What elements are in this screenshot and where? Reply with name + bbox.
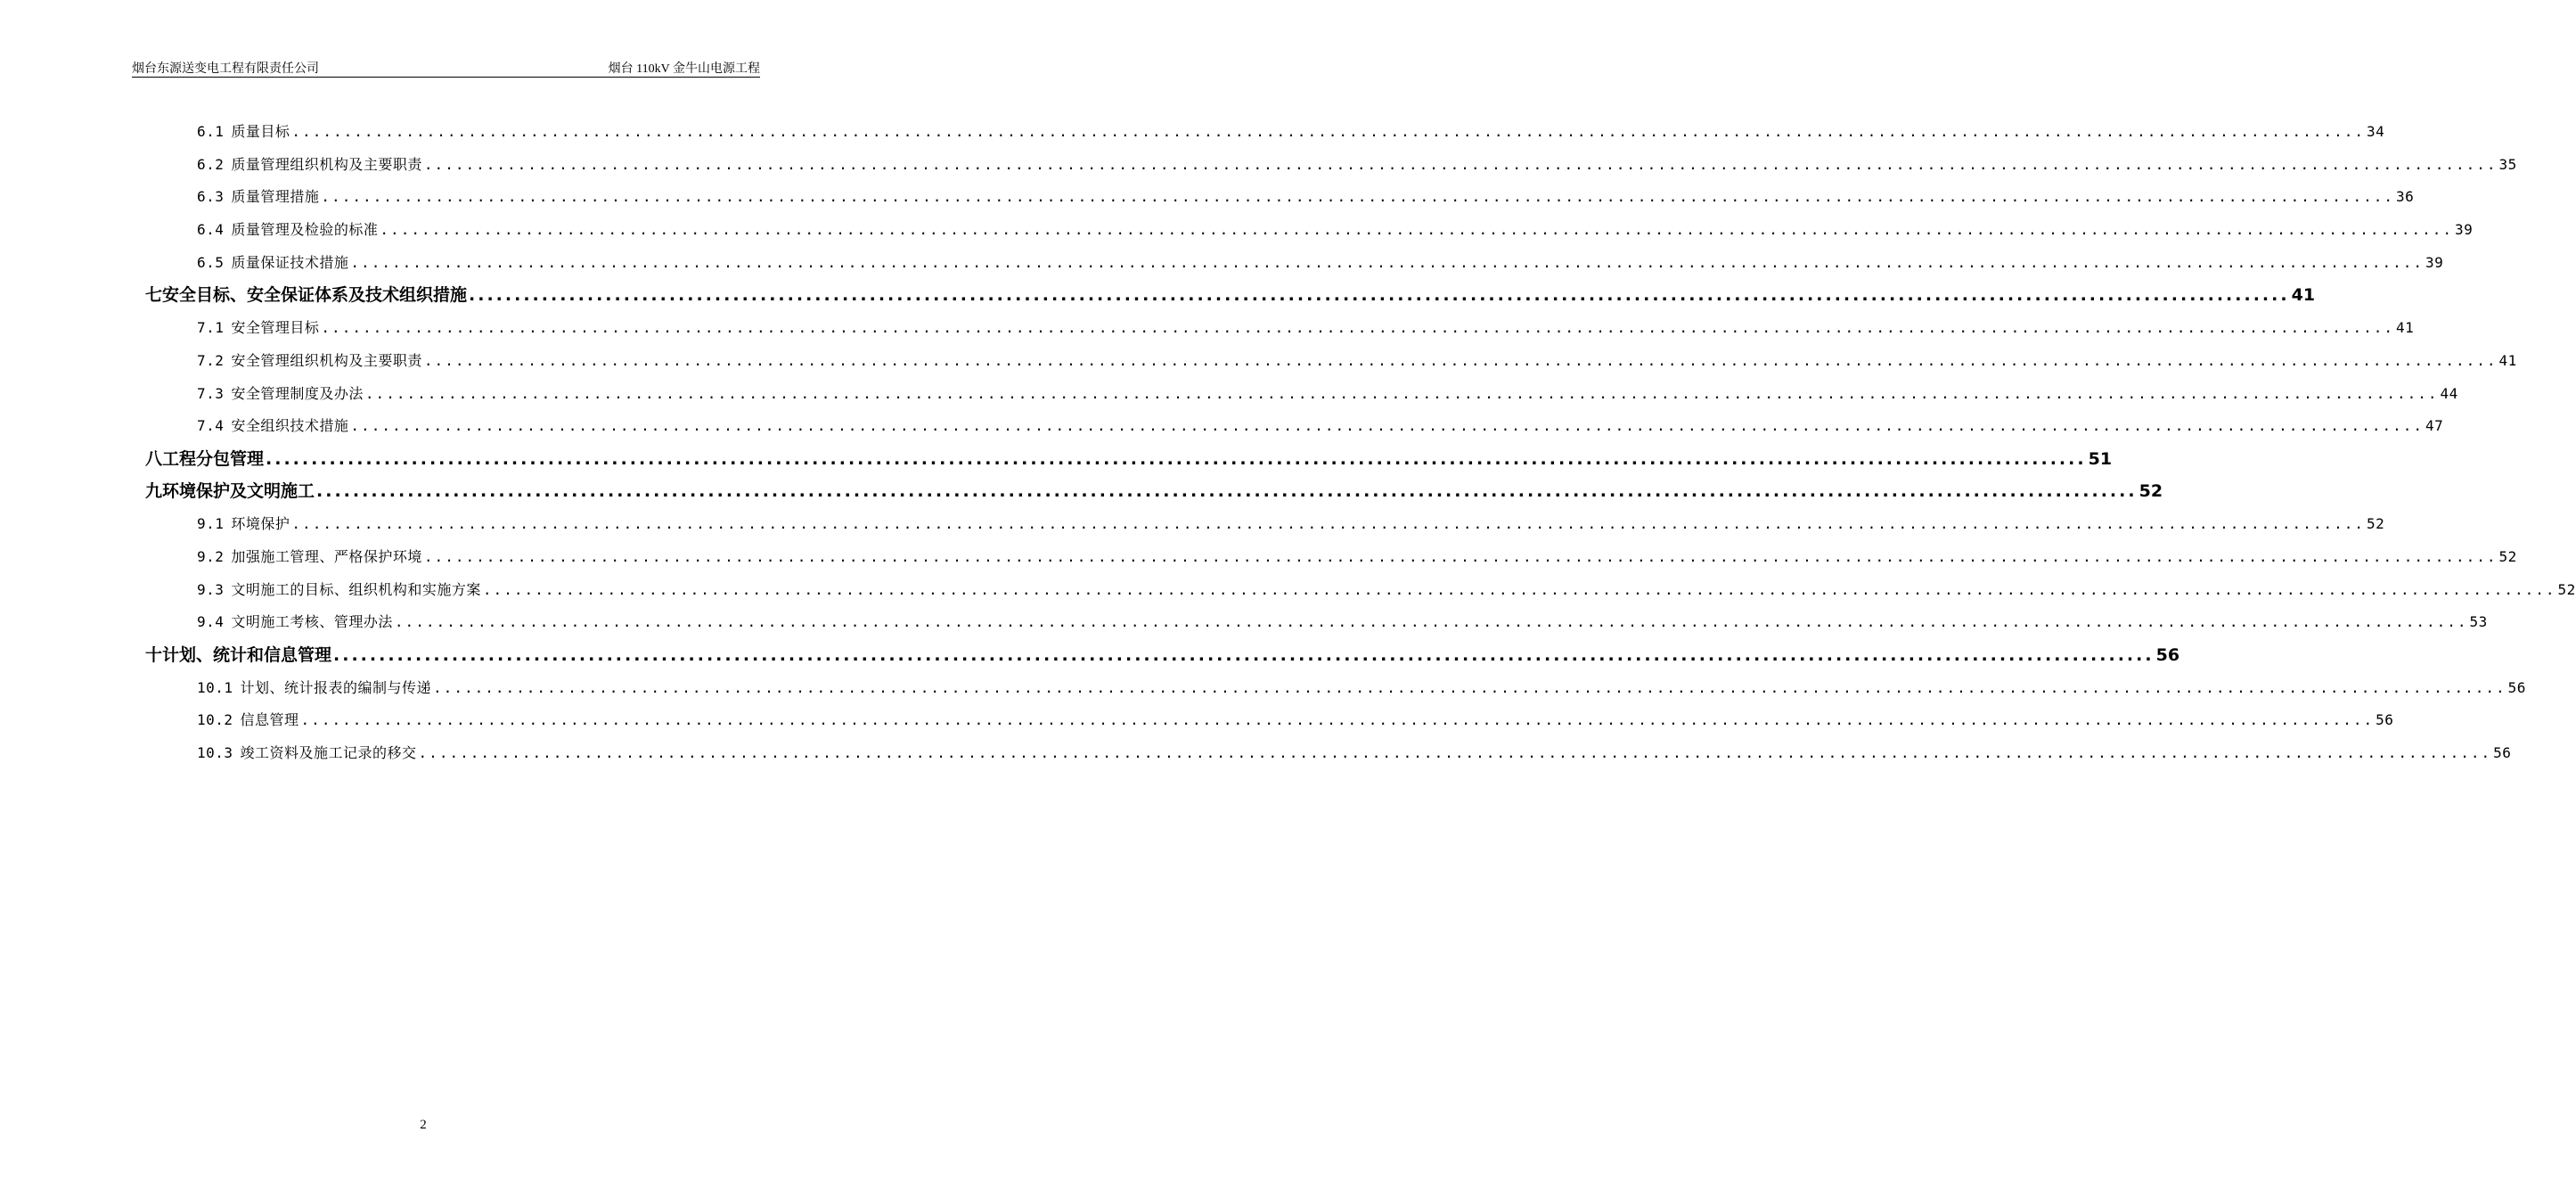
toc-dot-leader: ........................................................................................................................................................................................................	[418, 744, 2492, 761]
toc-entry-title: 安全管理组织机构及主要职责	[231, 352, 422, 369]
toc-entry-title: 竣工资料及施工记录的移交	[240, 744, 417, 761]
toc-entry-title: 环境保护及文明施工	[162, 481, 315, 501]
toc-entry-number: 6.4	[197, 221, 225, 238]
toc-section-entry[interactable]	[197, 218, 2474, 239]
toc-entry-page: 53	[2469, 613, 2488, 630]
toc-dot-leader: ........................................................................................................................................................................................................	[321, 188, 2394, 205]
toc-entry-title: 质量管理及检验的标准	[231, 221, 379, 238]
toc-entry-number: 十	[145, 645, 163, 665]
header-company: 烟台东源送变电工程有限责任公司	[132, 62, 319, 76]
toc-entry-title: 质量管理组织机构及主要职责	[231, 156, 422, 173]
toc-entry-page: 51	[2088, 449, 2113, 469]
toc-entry-title: 安全目标、安全保证体系及技术组织措施	[162, 285, 468, 305]
toc-entry-title: 安全管理制度及办法	[231, 385, 364, 402]
toc-entry-number: 6.3	[197, 188, 225, 205]
toc-entry-number: 7.4	[197, 417, 225, 434]
toc-dot-leader: ........................................................................................................................................................................................................	[321, 319, 2394, 336]
toc-section-entry[interactable]	[197, 611, 2488, 631]
toc-entry-number: 9.3	[197, 581, 225, 598]
toc-entry-page: 52	[2366, 515, 2385, 532]
toc-entry-title: 计划、统计和信息管理	[162, 645, 332, 665]
toc-entry-page: 56	[2155, 645, 2180, 665]
toc-entry-page: 47	[2425, 417, 2444, 434]
toc-entry-title: 安全组织技术措施	[231, 417, 349, 434]
toc-chapter-entry[interactable]	[145, 446, 2113, 470]
toc-entry-number: 八	[145, 449, 163, 469]
toc-section-entry[interactable]	[197, 677, 2526, 697]
toc-dot-leader: ........................................................................................................................................................................................................	[300, 711, 2375, 728]
toc-entry-number: 10.1	[197, 679, 233, 696]
toc-dot-leader: ........................................................................................................................................................................................................	[364, 385, 2439, 402]
toc-entry-page: 41	[2498, 352, 2517, 369]
toc-entry-title: 文明施工的目标、组织机构和实施方案	[231, 581, 481, 598]
toc-dot-leader: ........................................................................................................................................................................................................	[291, 515, 2365, 532]
toc-dot-leader: ........................................................................................................................................................................................................	[350, 417, 2424, 434]
toc-chapter-entry[interactable]	[145, 478, 2163, 502]
toc-entry-number: 6.5	[197, 254, 225, 271]
toc-entry-number: 6.1	[197, 123, 225, 140]
toc-entry-page: 34	[2366, 123, 2385, 140]
toc-dot-leader: ........................................................................................................................................................................................................	[423, 352, 2498, 369]
toc-entry-page: 52	[2138, 481, 2163, 501]
toc-entry-page: 52	[2498, 548, 2517, 565]
toc-entry-title: 安全管理目标	[231, 319, 320, 336]
toc-entry-number: 7.2	[197, 352, 225, 369]
toc-entry-number: 10.3	[197, 744, 233, 761]
toc-section-entry[interactable]	[197, 349, 2517, 370]
toc-entry-title: 文明施工考核、管理办法	[231, 613, 393, 630]
toc-entry-page: 39	[2425, 254, 2444, 271]
toc-entry-title: 质量目标	[231, 123, 290, 140]
toc-dot-leader: ........................................................................................................................................................................................................	[333, 645, 2155, 665]
toc-entry-title: 质量管理措施	[231, 188, 320, 205]
page-number: 2	[420, 1118, 427, 1132]
toc-entry-page: 41	[2395, 319, 2415, 336]
toc-section-entry[interactable]	[197, 316, 2415, 337]
toc-entry-number: 七	[145, 285, 163, 305]
toc-dot-leader: ........................................................................................................................................................................................................	[423, 156, 2498, 173]
toc-section-entry[interactable]	[197, 578, 2576, 599]
toc-section-entry[interactable]	[197, 251, 2444, 272]
toc-entry-number: 9.4	[197, 613, 225, 630]
toc-entry-title: 信息管理	[240, 711, 299, 728]
toc-section-entry[interactable]	[197, 153, 2517, 174]
toc-entry-page: 41	[2291, 285, 2316, 305]
toc-chapter-entry[interactable]	[145, 282, 2316, 306]
toc-entry-number: 7.1	[197, 319, 225, 336]
toc-entry-number: 6.2	[197, 156, 225, 173]
toc-entry-number: 10.2	[197, 711, 233, 728]
toc-entry-title: 质量保证技术措施	[231, 254, 349, 271]
toc-dot-leader: ........................................................................................................................................................................................................	[316, 481, 2138, 501]
toc-dot-leader: ........................................................................................................................................................................................................	[482, 581, 2556, 598]
toc-section-entry[interactable]	[197, 546, 2517, 566]
toc-dot-leader: ........................................................................................................................................................................................................	[266, 449, 2087, 469]
header-project: 烟台 110kV 金牛山电源工程	[608, 62, 760, 76]
toc-dot-leader: ........................................................................................................................................................................................................	[394, 613, 2468, 630]
toc-dot-leader: ........................................................................................................................................................................................................	[433, 679, 2506, 696]
toc-entry-number: 九	[145, 481, 163, 501]
toc-entry-page: 35	[2498, 156, 2517, 173]
toc-entry-title: 工程分包管理	[162, 449, 265, 469]
toc-section-entry[interactable]	[197, 709, 2394, 729]
toc-entry-page: 56	[2507, 679, 2526, 696]
toc-dot-leader: ........................................................................................................................................................................................................	[350, 254, 2424, 271]
toc-entry-number: 9.2	[197, 548, 225, 565]
page-header	[132, 59, 760, 78]
toc-dot-leader: ........................................................................................................................................................................................................	[291, 123, 2365, 140]
toc-entry-page: 36	[2395, 188, 2415, 205]
toc-dot-leader: ........................................................................................................................................................................................................	[380, 221, 2453, 238]
toc-entry-page: 56	[2376, 711, 2394, 728]
toc-entry-page: 56	[2493, 744, 2512, 761]
toc-dot-leader: ........................................................................................................................................................................................................	[423, 548, 2498, 565]
toc-entry-title: 加强施工管理、严格保护环境	[231, 548, 422, 565]
toc-section-entry[interactable]	[197, 513, 2385, 533]
toc-section-entry[interactable]	[197, 120, 2385, 141]
toc-entry-page: 39	[2454, 221, 2474, 238]
toc-entry-number: 7.3	[197, 385, 225, 402]
toc-entry-number: 9.1	[197, 515, 225, 532]
toc-section-entry[interactable]	[197, 742, 2512, 762]
toc-entry-page: 52	[2557, 581, 2576, 598]
toc-entry-title: 环境保护	[231, 515, 290, 532]
toc-dot-leader: ........................................................................................................................................................................................................	[469, 285, 2290, 305]
toc-section-entry[interactable]	[197, 382, 2458, 403]
toc-entry-title: 计划、统计报表的编制与传递	[240, 679, 432, 696]
toc-chapter-entry[interactable]	[145, 642, 2180, 666]
toc-section-entry[interactable]	[197, 414, 2444, 435]
toc-entry-page: 44	[2440, 385, 2458, 402]
toc-section-entry[interactable]	[197, 185, 2415, 206]
